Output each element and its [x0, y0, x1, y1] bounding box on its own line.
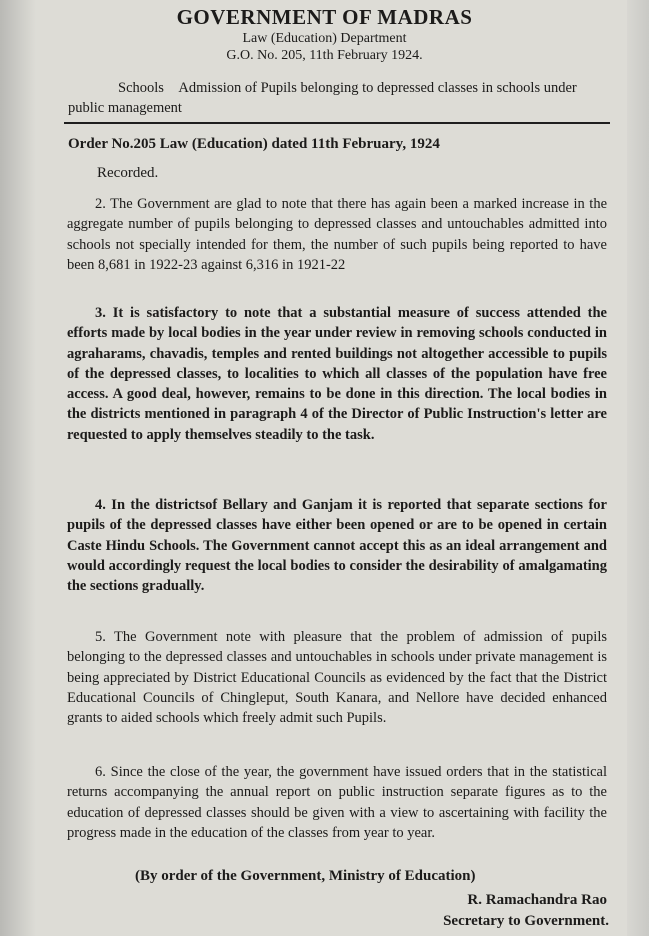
document-title: GOVERNMENT OF MADRAS — [176, 5, 473, 29]
go-number-line: G.O. No. 205, 11th February 1924. — [226, 48, 423, 63]
paragraph-4: 4. In the districtsof Bellary and Ganjam it is reported that separate sections for pupils of the depressed classes have either been opened or are to be opened in certain Caste Hindu Schools. The Government cannot accept this as an ideal arrangement and would accordingly request the local bodies to consider the desirability of amalgamating the sections gradually. — [67, 497, 607, 595]
order-line: Order No.205 Law (Education) dated 11th February, 1924 — [68, 136, 440, 152]
paragraph-3: 3. It is satisfactory to note that a substantial measure of success attended the efforts made by local bodies in the year under review in removing schools conducted in agraharams, chavadis, temples and rented buildings not altogether accessible to pupils of the depressed classes, to localities to which all classes of the population have free access. A good deal, however, remains to be done in this direction. The local bodies in the districts mentioned in paragraph 4 of the Director of Public Instruction's letter are requested to apply themselves steadily to the task. — [67, 305, 607, 443]
subject-line — [68, 78, 608, 118]
divider-rule — [64, 122, 610, 124]
signatory-name: R. Ramachandra Rao — [467, 892, 607, 908]
subject-text: Admission of Pupils belonging to depressed classes in schools under public management — [68, 80, 577, 116]
page-edge — [627, 0, 649, 936]
recorded-line: Recorded. — [97, 165, 159, 181]
paragraph-2: 2. The Government are glad to note that there has again been a marked increase in the aggregate number of pupils belonging to depressed classes and untouchables admitted into schools not specially intended for them, the number of such pupils being reported to have been 8,681 in 1922-23 against 6,316 in 1921-22 — [67, 196, 607, 273]
paragraph-5: 5. The Government note with pleasure that the problem of admission of pupils belonging to the depressed classes and untouchables in schools under private management is being appreciated by District Educational Councils as evidenced by the fact that the District Educational Councils of Chingleput, South Kanara, and Nellore have decided enhanced grants to aided schools which freely admit such Pupils. — [67, 629, 607, 727]
paragraph-6: 6. Since the close of the year, the government have issued orders that in the statistical returns accompanying the annual report on public instruction separate figures as to the education of depressed classes should be given with a view to ascertaining with facility the progress made in the education of the classes from year to year. — [67, 764, 607, 841]
signatory-title: Secretary to Government. — [443, 913, 609, 929]
department-line: Law (Education) Department — [242, 31, 407, 46]
by-order-line: (By order of the Government, Ministry of Education) — [135, 868, 476, 884]
subject-label: Schools — [118, 80, 164, 96]
page-shadow — [0, 0, 36, 936]
